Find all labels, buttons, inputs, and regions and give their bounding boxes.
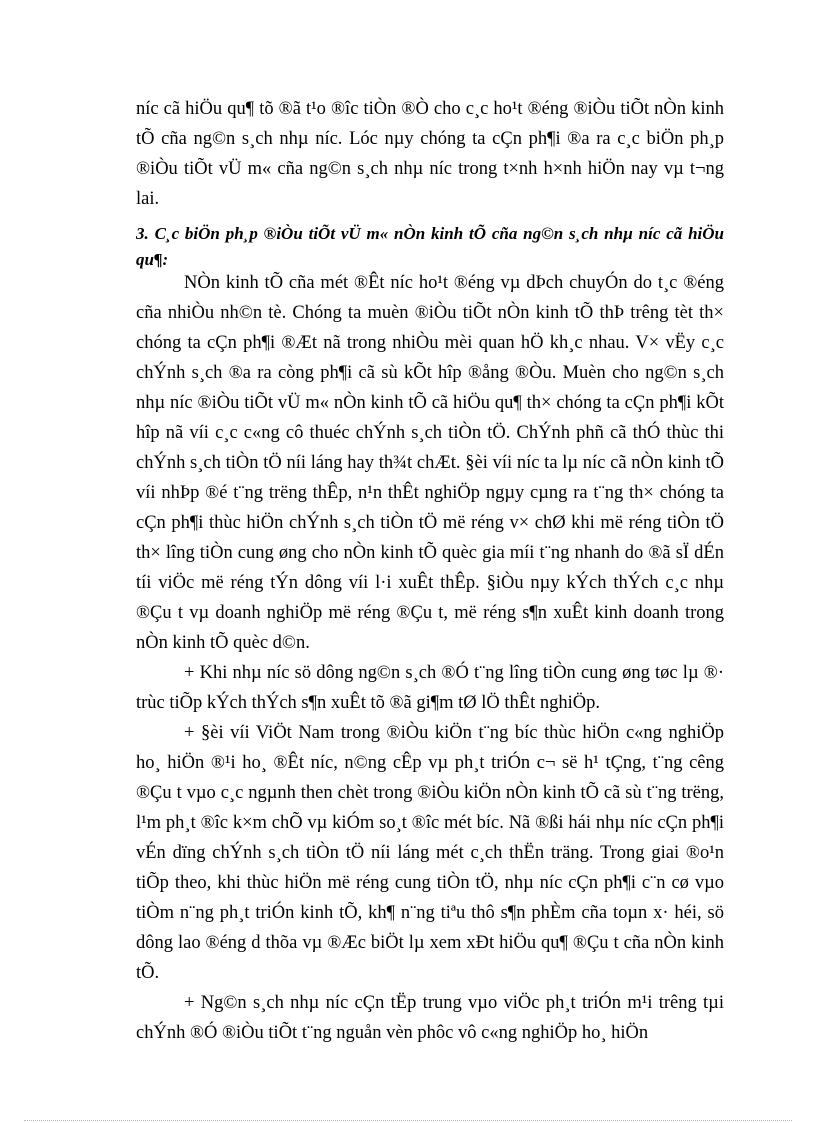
body-text <box>136 268 724 1048</box>
intro-paragraph: níc cã hiÖu qu¶ tõ ®ã t¹o ®îc tiÒn ®Ò cho c¸c ho¹t ®éng ®iÒu tiÕt nÒn kinh tÕ cña ng©n s¸ch nhµ níc. Lóc nµy chóng ta cÇn ph¶i ®a ra c¸c biÖn ph¸p ®iÒu tiÕt vÜ m« cña ng©n s¸ch nhµ níc trong t×nh h×nh hiÖn nay vµ t¬ng lai. <box>136 99 724 209</box>
page-bottom-divider <box>24 1120 792 1121</box>
body-paragraph: + §èi víi ViÖt Nam trong ®iÒu kiÖn t¨ng bíc thùc hiÖn c«ng nghiÖp ho¸ hiÖn ®¹i ho¸ ®Êt níc, n©ng cÊp vµ ph¸t triÓn c¬ së h¹ tÇng, t¨ng cêng ®Çu t vµo c¸c ngµnh then chèt trong ®iÒu kiÖn nÒn kinh tÕ cã sù t¨ng trëng, l¹m ph¸t ®îc k×m chÕ vµ kiÓm so¸t ®îc mét bíc. Nã ®ßi hái nhµ níc cÇn ph¶i vÉn dïng chÝnh s¸ch tiÒn tÖ níi láng mét c¸ch thËn träng. Trong giai ®o¹n tiÕp theo, khi thùc hiÖn më réng cung tiÒn tÖ, nhµ níc cÇn ph¶i c¨n cø vµo tiÒm n¨ng ph¸t triÓn kinh tÕ, kh¶ n¨ng tiªu thô s¶n phÈm cña toµn x· héi, sö dông lao ®éng d thõa vµ ®Æc biÖt lµ xem xÐt hiÖu qu¶ ®Çu t cña nÒn kinh tÕ. <box>136 723 724 983</box>
body-paragraph: + Ng©n s¸ch nhµ níc cÇn tËp trung vµo viÖc ph¸t triÓn m¹i trêng tµi chÝnh ®Ó ®iÒu tiÕt t¨ng nguån vèn phôc vô c«ng nghiÖp ho¸ hiÖn <box>136 993 724 1043</box>
body-paragraph: NÒn kinh tÕ cña mét ®Êt níc ho¹t ®éng vµ dÞch chuyÓn do t¸c ®éng cña nhiÒu nh©n tè. Chóng ta muèn ®iÒu tiÕt nÒn kinh tÕ thÞ trêng tèt th× chóng ta cÇn ph¶i ®Æt nã trong nhiÒu mèi quan hÖ kh¸c nhau. V× vËy c¸c chÝnh s¸ch ®a ra còng ph¶i cã sù kÕt hîp ®ång ®Òu. Muèn cho ng©n s¸ch nhµ níc ®iÒu tiÕt vÜ m« nÒn kinh tÕ cã hiÖu qu¶ th× chóng ta cÇn ph¶i kÕt hîp nã víi c¸c c«ng cô thuéc chÝnh s¸ch tiÒn tÖ. ChÝnh phñ cã thÓ thùc thi chÝnh s¸ch tiÒn tÖ níi láng hay th¾t chÆt. §èi víi níc ta lµ níc cã nÒn kinh tÕ víi nhÞp ®é t¨ng trëng thÊp, n¹n thÊt nghiÖp ngµy cµng ra t¨ng th× chóng ta cÇn ph¶i thùc hiÖn chÝnh s¸ch tiÒn tÖ më réng v× chØ khi më réng tiÒn tÖ th× lîng tiÒn cung øng cho nÒn kinh tÕ quèc gia míi t¨ng nhanh do ®ã sÏ dÉn tíi viÖc më réng tÝn dông víi l·i xuÊt thÊp. §iÒu nµy kÝch thÝch c¸c nhµ ®Çu t vµ doanh nghiÖp më réng ®Çu t, më réng s¶n xuÊt kinh doanh trong nÒn kinh tÕ quèc d©n. <box>136 273 724 653</box>
intro-paragraph-block <box>136 94 724 214</box>
section-heading: 3. C¸c biÖn ph¸p ®iÒu tiÕt vÜ m« nÒn kinh tÕ cña ng©n s¸ch nhµ níc cã hiÖu qu¶: <box>136 224 724 269</box>
body-paragraph: + Khi nhµ níc sö dông ng©n s¸ch ®Ó t¨ng lîng tiÒn cung øng tøc lµ ®· trùc tiÕp kÝch thÝch s¶n xuÊt tõ ®ã gi¶m tØ lÖ thÊt nghiÖp. <box>136 663 724 713</box>
